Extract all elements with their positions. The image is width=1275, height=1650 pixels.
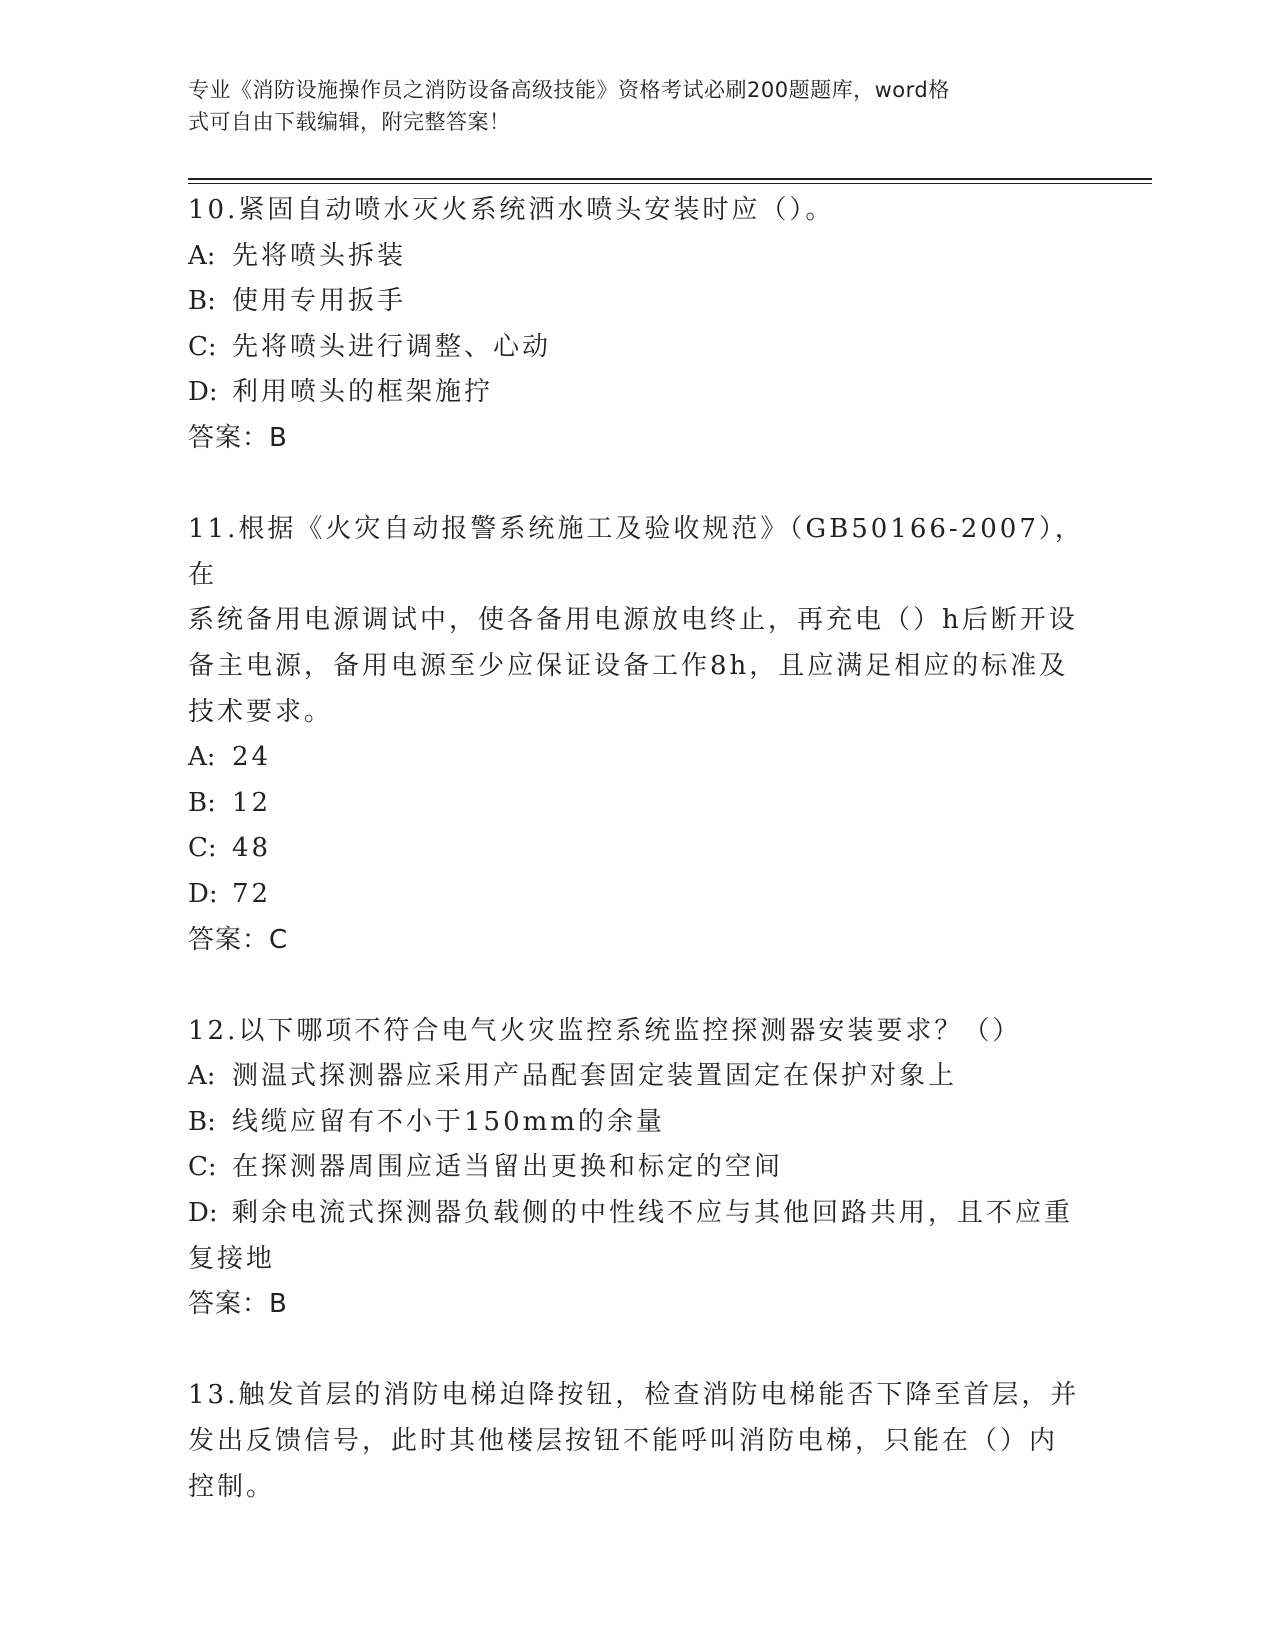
option-a: [188, 234, 1088, 280]
option-b: [188, 1100, 1088, 1146]
option-text: 12: [232, 787, 272, 818]
spacer: [188, 1328, 1088, 1374]
option-c: [188, 1145, 1088, 1191]
option-text: 剩余电流式探测器负载侧的中性线不应与其他回路共用，且不应重: [232, 1198, 1074, 1229]
option-letter: B:: [188, 1106, 216, 1137]
option-d-continuation: 复接地: [188, 1243, 276, 1274]
header-line-1: 专业《消防设施操作员之消防设备高级技能》资格考试必刷200题题库，word格: [188, 78, 950, 102]
option-text: 线缆应留有不小于150mm的余量: [232, 1106, 665, 1137]
question-stem: 10.紧固自动喷水灭火系统洒水喷头安装时应（）。: [188, 195, 835, 225]
option-letter: A:: [188, 240, 216, 271]
spacer: [188, 963, 1088, 1009]
option-text: 在探测器周围应适当留出更换和标定的空间: [232, 1152, 784, 1183]
header-line-2: 式可自由下载编辑，附完整答案！: [188, 110, 511, 134]
option-letter: C:: [188, 1152, 217, 1183]
question-stem-line: 技术要求。: [188, 696, 334, 727]
option-text: 先将喷头拆装: [232, 240, 407, 271]
option-letter: D:: [188, 878, 218, 909]
question-stem: 12.以下哪项不符合电气火灾监控系统监控探测器安装要求？（）: [188, 1015, 1022, 1046]
option-d: [188, 1191, 1088, 1237]
answer-line: 答案：B: [188, 1289, 288, 1320]
question-12: [188, 1009, 1088, 1328]
option-letter: A:: [188, 742, 216, 773]
option-letter: C:: [188, 833, 217, 864]
option-c: [188, 325, 1088, 371]
question-stem-line: 13.触发首层的消防电梯迫降按钮，检查消防电梯能否下降至首层，并: [188, 1380, 1080, 1411]
question-10: [188, 188, 1088, 462]
option-text: 24: [232, 742, 272, 773]
question-11: [188, 507, 1088, 963]
option-c: [188, 826, 1088, 872]
option-d: [188, 370, 1088, 416]
option-text: 测温式探测器应采用产品配套固定装置固定在保护对象上: [232, 1061, 958, 1092]
option-letter: D:: [188, 1198, 218, 1229]
question-stem-line: 系统备用电源调试中，使各备用电源放电终止，再充电（）h后断开设: [188, 605, 1078, 636]
document-header: [188, 74, 1068, 138]
question-stem-line: 控制。: [188, 1471, 276, 1502]
option-text: 使用专用扳手: [232, 286, 407, 317]
answer-line: 答案：B: [188, 422, 288, 453]
question-stem-line: 11.根据《火灾自动报警系统施工及验收规范》（GB50166-2007），在: [188, 514, 1084, 590]
option-a: [188, 1054, 1088, 1100]
option-text: 48: [232, 833, 272, 864]
question-stem-line: 备主电源，备用电源至少应保证设备工作8h，且应满足相应的标准及: [188, 650, 1069, 681]
option-text: 先将喷头进行调整、心动: [232, 331, 552, 362]
option-letter: C:: [188, 331, 217, 362]
question-13: [188, 1373, 1088, 1510]
option-text: 72: [232, 878, 272, 909]
answer-line: 答案：C: [188, 924, 289, 955]
option-a: [188, 735, 1088, 781]
spacer: [188, 462, 1088, 508]
option-letter: A:: [188, 1061, 216, 1092]
option-letter: B:: [188, 787, 216, 818]
option-d: [188, 872, 1088, 918]
question-list: [188, 188, 1088, 1510]
option-b: [188, 781, 1088, 827]
option-text: 利用喷头的框架施拧: [232, 377, 494, 408]
header-divider: [188, 178, 1152, 184]
option-letter: D:: [188, 377, 218, 408]
option-b: [188, 279, 1088, 325]
question-stem-line: 发出反馈信号，此时其他楼层按钮不能呼叫消防电梯，只能在（）内: [188, 1426, 1059, 1457]
option-letter: B:: [188, 286, 216, 317]
